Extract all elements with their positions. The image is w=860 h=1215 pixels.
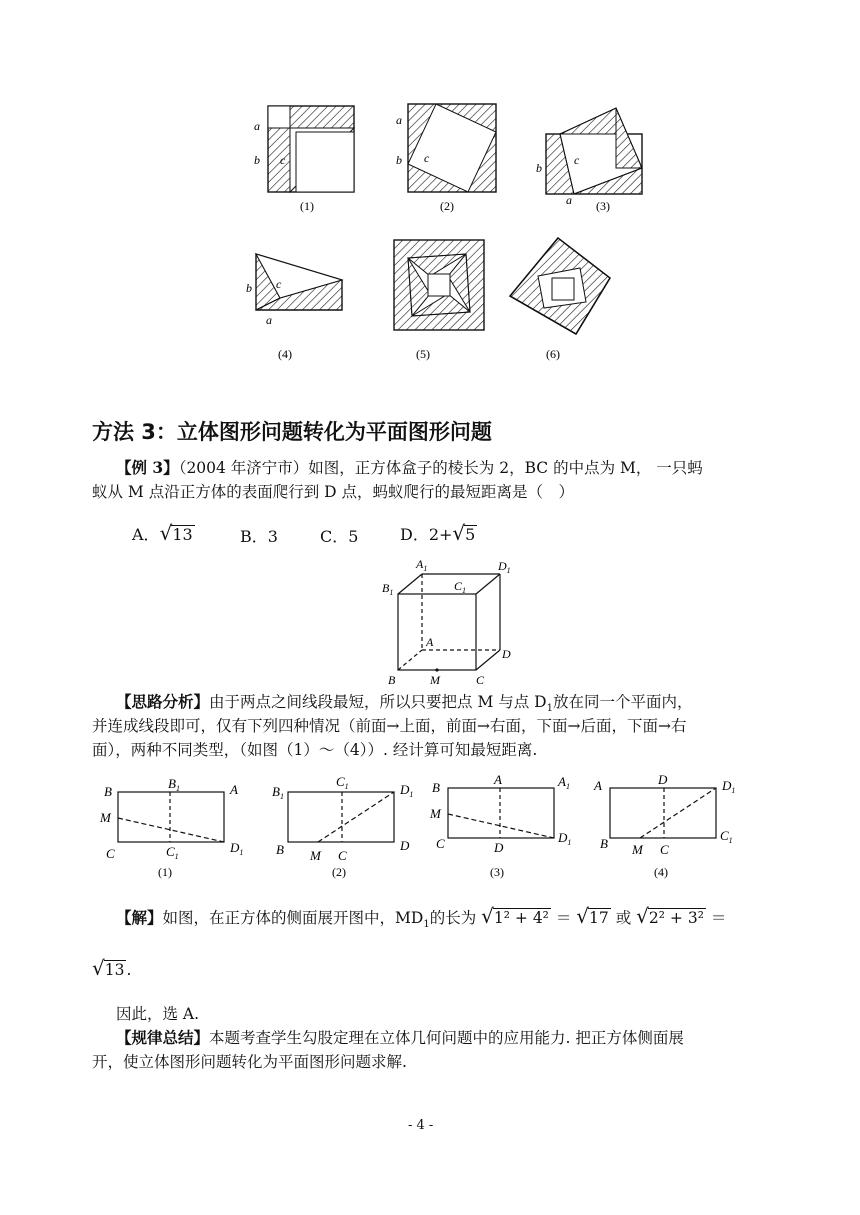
cube-label-d: D xyxy=(502,647,511,661)
svg-text:M: M xyxy=(632,842,643,857)
cube-diagram xyxy=(378,556,528,688)
net-4 xyxy=(593,772,735,857)
fig1-label-c: c xyxy=(280,153,286,167)
solution-eq-2: ＝ xyxy=(710,909,727,927)
figure-6 xyxy=(510,238,610,334)
svg-text:D1: $D_1$ xyxy=(230,840,244,857)
conclusion: 因此，选 A. xyxy=(116,1005,200,1023)
solution-text-2: 的长为 xyxy=(429,909,477,927)
solution-text: 如图，在正方体的侧面展开图中，MD xyxy=(162,909,424,927)
fig6-caption: (6) xyxy=(546,347,560,361)
fig2-label-b: b xyxy=(396,153,402,167)
solution-tag: 【解】 xyxy=(116,908,163,927)
summary-tag: 【规律总结】 xyxy=(116,1028,210,1047)
fig4-label-b: b xyxy=(246,281,252,295)
page-number: - 4 - xyxy=(408,1118,434,1133)
option-d: D．2+√5 xyxy=(400,521,476,545)
solution-sub: 1 xyxy=(423,919,430,931)
fig4-label-c: c xyxy=(276,277,282,291)
cube-label-a1: $A_1$ xyxy=(416,557,428,573)
analysis-sub: 1 xyxy=(546,703,553,715)
solution-expr-2: 2² + 3² xyxy=(648,909,704,927)
svg-text:B1: $B_1$ xyxy=(168,776,180,793)
fig2-label-a: a xyxy=(396,113,402,127)
solution-tail: . xyxy=(126,961,132,979)
fig3-caption: (3) xyxy=(596,199,610,213)
analysis-line-3: 面），两种不同类型，（如图（1）～（4））. 经计算可知最短距离. xyxy=(92,741,538,759)
fig2-caption: (2) xyxy=(440,199,454,213)
summary-line-1 xyxy=(116,1026,796,1050)
svg-text:C: C xyxy=(338,848,347,863)
svg-text:A: A xyxy=(494,772,502,787)
svg-text:C1: $C_1$ xyxy=(166,844,179,861)
svg-text:D: D xyxy=(658,772,668,787)
fig3-label-b: b xyxy=(536,161,542,175)
svg-text:C: C xyxy=(436,836,445,851)
svg-text:C: C xyxy=(106,846,115,861)
solution-eq: ＝ xyxy=(555,909,572,927)
unfolded-nets xyxy=(96,772,756,880)
solution-or: 或 xyxy=(615,909,632,927)
analysis-text-1: 由于两点之间线段最短，所以只要把点 M 与点 D xyxy=(209,693,547,711)
summary-line-2: 开，使立体图形问题转化为平面图形问题求解. xyxy=(92,1053,407,1071)
solution-val-1: 17 xyxy=(589,909,609,927)
svg-text:M: M xyxy=(310,848,321,863)
figure-1 xyxy=(268,106,354,192)
fig3-label-c: c xyxy=(574,153,580,167)
svg-text:C1: $C_1$ xyxy=(336,774,349,791)
fig2-label-c: c xyxy=(424,151,430,165)
analysis-tag: 【思路分析】 xyxy=(116,692,210,711)
svg-text:B: B xyxy=(432,780,440,795)
figure-3 xyxy=(546,108,642,194)
fig5-caption: (5) xyxy=(416,347,430,361)
option-d-value: 5 xyxy=(465,525,476,544)
svg-text:B: B xyxy=(600,836,608,851)
fig1-label-a: a xyxy=(254,119,260,133)
cube-label-m: M xyxy=(430,673,440,687)
svg-text:D1: $D_1$ xyxy=(558,830,572,847)
svg-text:A1: $A_1$ xyxy=(558,774,570,791)
svg-text:B: B xyxy=(276,842,284,857)
net-1 xyxy=(99,776,243,861)
net-caption-3: (3) xyxy=(490,865,504,879)
section-heading: 方法 3：立体图形问题转化为平面图形问题 xyxy=(92,420,492,444)
svg-text:A: A xyxy=(230,782,238,797)
cube-label-a: A xyxy=(426,635,434,649)
svg-text:B: B xyxy=(104,784,112,799)
figure-5 xyxy=(394,240,484,330)
example-line-1 xyxy=(116,456,776,480)
svg-text:D: D xyxy=(494,840,504,855)
analysis-text-1-end: 放在同一个平面内， xyxy=(552,693,693,711)
svg-text:M: M xyxy=(100,810,111,825)
option-c: C．5 xyxy=(320,527,359,546)
option-b: B．3 xyxy=(240,527,278,546)
svg-text:D1: $D_1$ xyxy=(400,782,414,799)
figure-2 xyxy=(408,104,496,192)
figure-4 xyxy=(256,254,342,310)
option-a-value: 13 xyxy=(172,525,193,544)
solution-line: 【解】如图，在正方体的侧面展开图中，$MD_1$的长为 √1² + 4² ＝ √17 或 √2² + 3² ＝ xyxy=(116,904,727,931)
net-caption-4: (4) xyxy=(654,865,668,879)
net-caption-2: (2) xyxy=(332,865,346,879)
net-caption-1: (1) xyxy=(158,865,172,879)
net-3 xyxy=(429,772,571,855)
cube-label-b1: $B_1$ xyxy=(382,581,394,597)
fig1-caption: (1) xyxy=(300,199,314,213)
analysis-line-2: 并连成线段即可，仅有下列四种情况（前面→上面，前面→右面，下面→后面，下面→右 xyxy=(92,717,687,735)
solution-expr-1: 1² + 4² xyxy=(493,909,549,927)
fig1-label-b: b xyxy=(254,153,260,167)
cube-label-c1: $C_1$ xyxy=(454,579,467,595)
solution-line-2: √13 . xyxy=(92,956,132,980)
summary-text-1: 本题考查学生勾股定理在立体几何问题中的应用能力. 把正方体侧面展 xyxy=(209,1029,684,1047)
example-text-1: （2004 年济宁市）如图，正方体盒子的棱长为 2，BC 的中点为 M， 一只蚂 xyxy=(178,459,703,477)
option-a: A．√13 xyxy=(132,521,193,545)
pythagorean-dissection-figures xyxy=(240,92,660,372)
option-d-label: D．2+ xyxy=(400,525,453,544)
example-tag: 【例 3】 xyxy=(116,458,179,477)
solution-val-2: 13 xyxy=(104,961,125,979)
svg-text:B1: $B_1$ xyxy=(272,784,284,801)
svg-text:D1: $D_1$ xyxy=(722,778,736,795)
svg-text:C1: $C_1$ xyxy=(720,828,733,845)
fig4-caption: (4) xyxy=(278,347,292,361)
svg-text:D: D xyxy=(400,838,410,853)
option-a-label: A． xyxy=(132,525,160,544)
svg-text:M: M xyxy=(430,806,441,821)
example-text-2: 蚁从 M 点沿正方体的表面爬行到 D 点，蚂蚁爬行的最短距离是（ ） xyxy=(92,483,575,501)
cube-label-b: B xyxy=(388,673,396,687)
fig3-label-a: a xyxy=(566,193,572,207)
cube-label-c: C xyxy=(476,673,485,687)
svg-text:A: A xyxy=(594,778,602,793)
fig4-label-a: a xyxy=(266,313,272,327)
cube-label-d1: $D_1$ xyxy=(498,559,511,575)
net-2 xyxy=(272,774,413,863)
svg-text:C: C xyxy=(660,842,669,857)
